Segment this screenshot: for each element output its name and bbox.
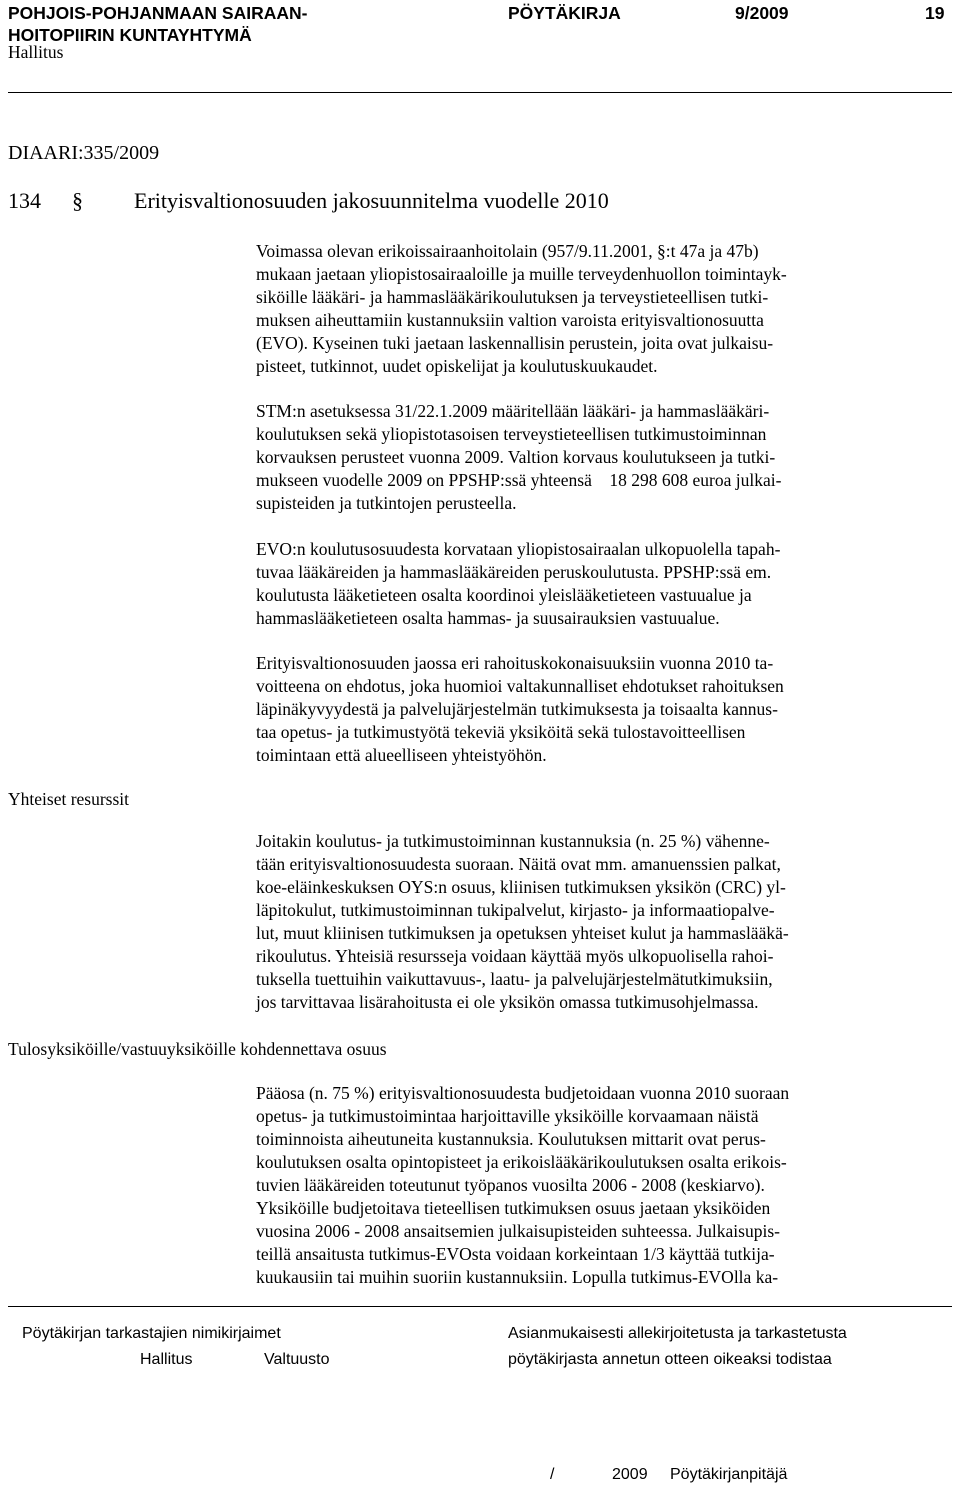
text-line: tuksella tuettuihin vaikuttavuus-, laatu- ja palvelujärjestelmätutkimuksiin, [256,969,773,989]
initials-column-board: Hallitus [140,1351,193,1368]
text-line: mukseen vuodelle 2009 on PPSHP:ssä yhteensä 18 298 608 euroa julkai- [256,470,782,490]
text-line: Voimassa olevan erikoissairaanhoitolain (957/9.11.2001, §:t 47a ja 47b) [256,241,759,261]
side-heading-unit-allocation: Tulosyksiköille/vastuuyksiköille kohdennettava osuus [8,1039,387,1059]
text-line: mukaan jaetaan yliopistosairaaloille ja muille terveydenhuollon toimintayk- [256,264,787,284]
text-line: Pääosa (n. 75 %) erityisvaltionosuudesta budjetoidaan vuonna 2010 suoraan [256,1083,790,1103]
organization-name [8,2,307,46]
text-line: EVO:n koulutusosuudesta korvataan yliopistosairaalan ulkopuolella tapah- [256,539,781,559]
text-line: opetus- ja tutkimustoimintaa harjoittaville yksiköille korvaamaan näistä [256,1106,759,1126]
paragraph-evo-training [256,538,780,630]
text-line: kuukausiin tai muihin suoriin kustannuksiin. Lopulla tutkimus-EVOlla ka- [256,1267,779,1287]
minutes-keeper-label: Pöytäkirjanpitäjä [670,1466,788,1483]
signature-year: 2009 [612,1466,648,1483]
organization-line-1: POHJOIS-POHJANMAAN SAIRAAN- [8,3,308,23]
page-number: 19 [925,3,945,23]
text-line: Yksiköille budjetoitava tieteellisen tutkimuksen osuus jaetaan yksiköiden [256,1198,771,1218]
text-line: läpitokulut, tutkimustoiminnan tukipalvelut, kirjasto- ja informaatiopalve- [256,900,775,920]
text-line: siköille lääkäri- ja hammaslääkärikoulutuksen ja terveystieteellisen tutki- [256,287,769,307]
header-divider [8,92,952,93]
item-heading [8,187,609,215]
text-line: teillä ansaitusta tutkimus-EVOsta voidaan korkeintaan 1/3 käyttää tutkija- [256,1244,775,1264]
certification-line-2: pöytäkirjasta annetun otteen oikeaksi todistaa [508,1351,832,1368]
text-line: muksen aiheuttamiin kustannuksiin valtion varoista erityisvaltionosuutta [256,310,764,330]
paragraph-legal-basis [256,240,787,378]
text-line: pisteet, tutkinnot, uudet opiskelijat ja koulutuskuukaudet. [256,356,658,376]
initials-column-council: Valtuusto [264,1351,330,1368]
text-line: Erityisvaltionosuuden jaossa eri rahoituskokonaisuuksiin vuonna 2010 ta- [256,653,774,673]
text-line: vuosina 2006 - 2008 ansaitsemien julkaisupisteiden suhteessa. Julkaisupis- [256,1221,780,1241]
paragraph-shared-resources [256,830,789,1014]
paragraph-stm-decree [256,400,781,515]
text-line: läpinäkyvyydestä ja palvelujärjestelmän tutkimuksesta ja toisaalta kannus- [256,699,778,719]
text-line: jos tarvittavaa lisärahoitusta ei ole yksikön omassa tutkimusohjelmassa. [256,992,759,1012]
text-line: koulutusta lääketieteen osalta koordinoi yleislääketieteen vastuualue ja [256,585,752,605]
text-line: (EVO). Kyseinen tuki jaetaan laskennallisin perustein, joita ovat julkaisu- [256,333,774,353]
text-line: rikoulutus. Yhteisiä resursseja voidaan käyttää myös ulkopuolisella rahoi- [256,946,774,966]
paragraph-unit-allocation [256,1082,789,1289]
text-line: koulutuksen osalta opintopisteet ja erikoislääkärikoulutuksen osalta erikois- [256,1152,787,1172]
side-heading-shared-resources: Yhteiset resurssit [8,789,130,809]
diaari-number: DIAARI:335/2009 [8,142,160,164]
text-line: hammaslääketieteen osalta hammas- ja suusairauksien vastuualue. [256,608,720,628]
document-type: PÖYTÄKIRJA [508,3,621,23]
header-body-name: Hallitus [8,42,64,62]
certification-line-1: Asianmukaisesti allekirjoitetusta ja tarkastetusta [508,1325,847,1342]
inspectors-initials-label: Pöytäkirjan tarkastajien nimikirjaimet [22,1325,281,1342]
item-title: Erityisvaltionosuuden jakosuunnitelma vuodelle 2010 [134,188,609,213]
text-line: toimintaan että alueelliseen yhteistyöhön. [256,745,547,765]
text-line: koe-eläinkeskuksen OYS:n osuus, kliinisen tutkimuksen yksikön (CRC) yl- [256,877,786,897]
text-line: tään erityisvaltionosuudesta suoraan. Näitä ovat mm. amanuenssien palkat, [256,854,781,874]
text-line: STM:n asetuksessa 31/22.1.2009 määritellään lääkäri- ja hammaslääkäri- [256,401,770,421]
signature-date-slash: / [550,1466,555,1483]
text-line: taa opetus- ja tutkimustyötä tekeviä yksiköitä sekä tulostavoitteellisen [256,722,746,742]
section-sign: § [72,188,83,213]
text-line: voitteena on ehdotus, joka huomioi valtakunnalliset ehdotukset rahoituksen [256,676,784,696]
text-line: supisteiden ja tutkintojen perusteella. [256,493,517,513]
document-number: 9/2009 [735,3,789,23]
text-line: koulutuksen sekä yliopistotasoisen terveystieteellisen tutkimustoiminnan [256,424,767,444]
text-line: tuvien lääkäreiden toteutunut työpanos vuosilta 2006 - 2008 (keskiarvo). [256,1175,765,1195]
text-line: toiminnoista aiheutuneita kustannuksia. Koulutuksen mittarit ovat perus- [256,1129,766,1149]
item-number: 134 [8,188,41,213]
footer-divider [8,1306,952,1307]
text-line: tuvaa lääkäreiden ja hammaslääkäreiden peruskoulutusta. PPSHP:ssä em. [256,562,772,582]
text-line: Joitakin koulutus- ja tutkimustoiminnan kustannuksia (n. 25 %) vähenne- [256,831,770,851]
paragraph-allocation-goal [256,652,784,767]
text-line: lut, muut kliinisen tutkimuksen ja opetuksen yhteiset kulut ja hammaslääkä- [256,923,789,943]
organization-line-2: HOITOPIIRIN KUNTAYHTYMÄ [8,25,252,45]
text-line: korvauksen perusteet vuonna 2009. Valtion korvaus koulutukseen ja tutki- [256,447,776,467]
